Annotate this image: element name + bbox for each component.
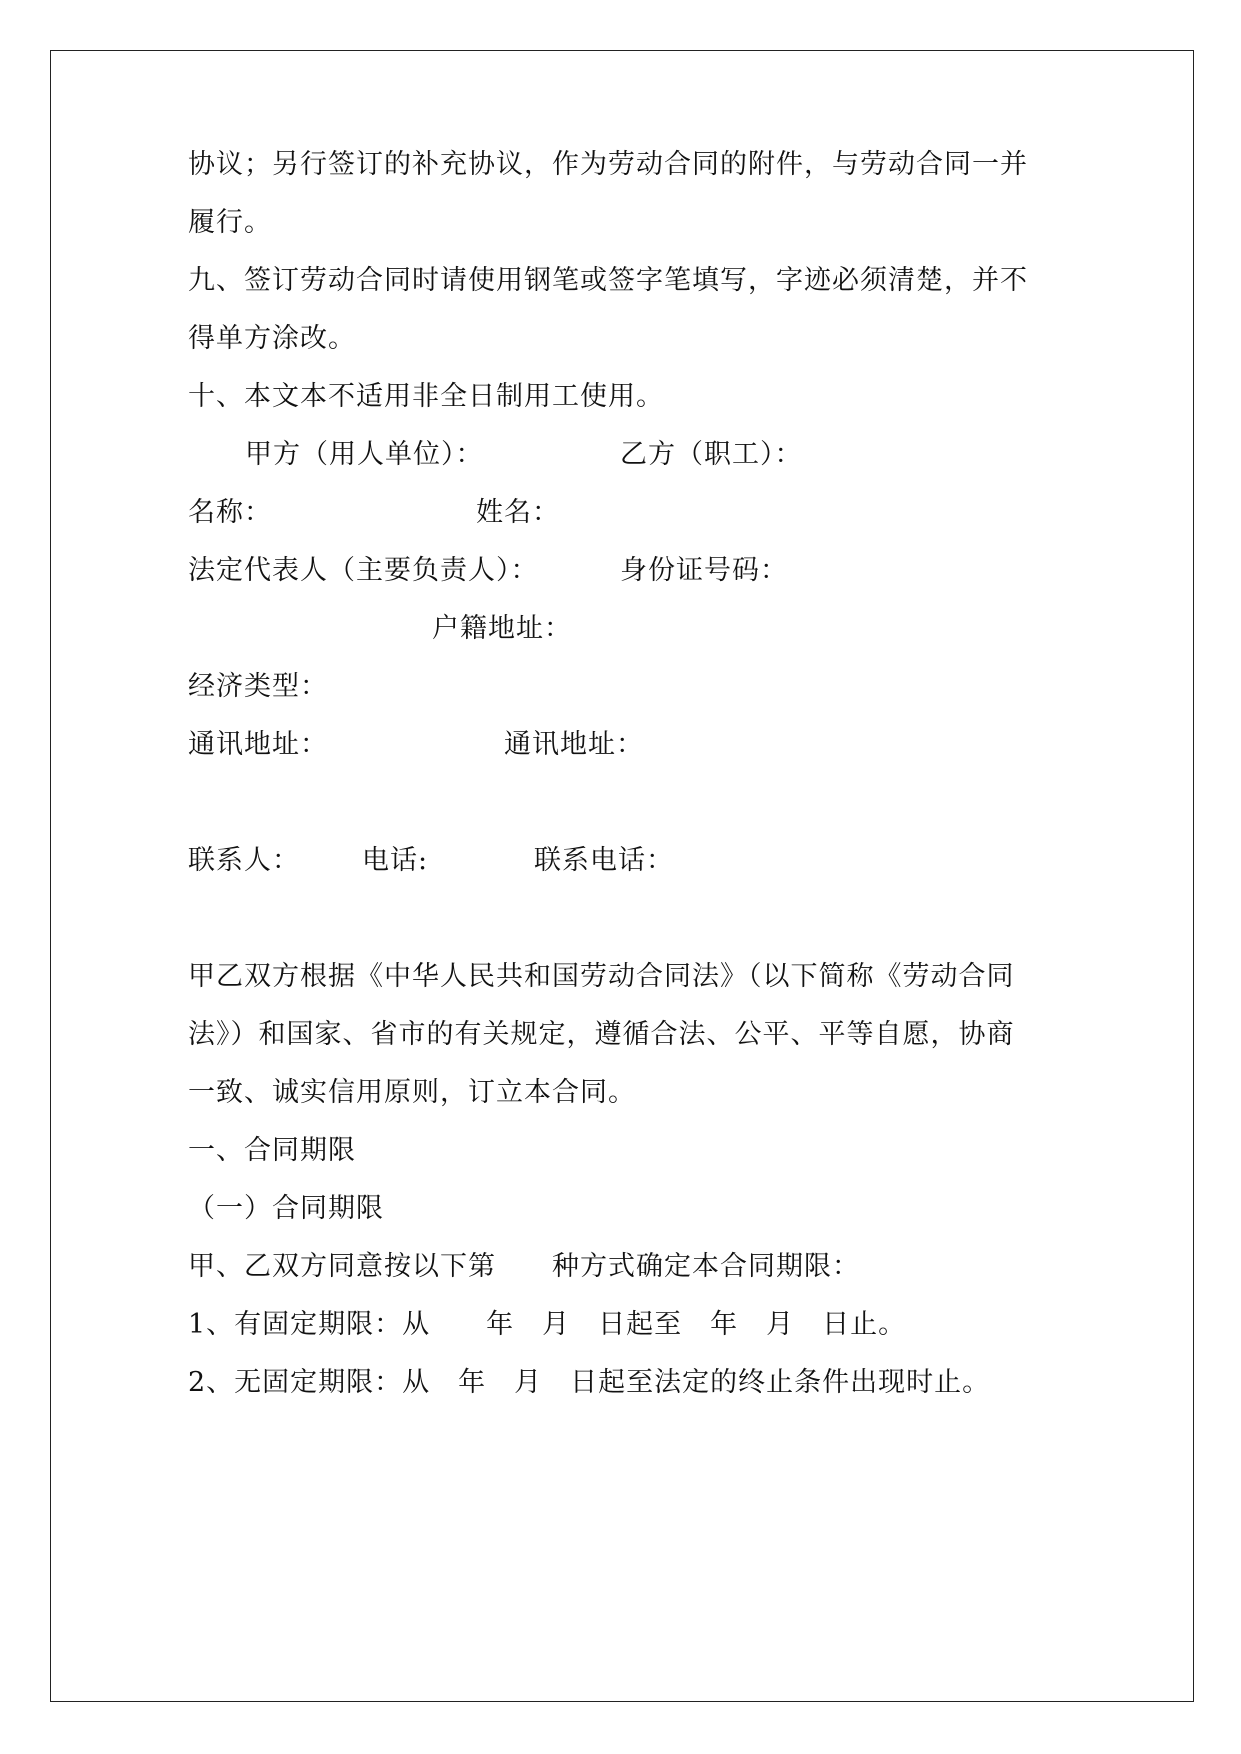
party-b-address-label: 通讯地址：	[504, 729, 644, 760]
contact-person-label: 联系人：	[188, 845, 300, 876]
term-intro: 甲、乙双方同意按以下第 种方式确定本合同期限：	[188, 1251, 860, 1282]
party-a-address-label: 通讯地址：	[188, 729, 328, 760]
paragraph-line: 九、签订劳动合同时请使用钢笔或签字笔填写，字迹必须清楚，并不	[188, 265, 1028, 296]
paragraph-line: 协议；另行签订的补充协议，作为劳动合同的附件，与劳动合同一并	[188, 149, 1028, 180]
id-number-label: 身份证号码：	[620, 555, 788, 586]
phone-label: 电话:	[362, 845, 429, 876]
intro-line: 甲乙双方根据《中华人民共和国劳动合同法》（以下简称《劳动合同	[188, 961, 1015, 992]
paragraph-line: 十、本文本不适用非全日制用工使用。	[188, 381, 664, 412]
section-title: 一、合同期限	[188, 1135, 356, 1166]
intro-line: 一致、诚实信用原则，订立本合同。	[188, 1077, 636, 1108]
household-address-label: 户籍地址：	[432, 613, 572, 644]
company-name-label: 名称：	[188, 497, 272, 528]
party-b-heading: 乙方（职工）：	[620, 439, 803, 470]
paragraph-line: 履行。	[188, 207, 272, 238]
legal-representative-label: 法定代表人（主要负责人）：	[188, 555, 539, 586]
contact-phone-label: 联系电话：	[534, 845, 674, 876]
economic-type-label: 经济类型：	[188, 671, 328, 702]
party-a-heading: 甲方（用人单位）：	[245, 439, 484, 470]
term-option-fixed: 1、有固定期限：从 年 月 日起至 年 月 日止。	[188, 1309, 907, 1340]
intro-line: 法》）和国家、省市的有关规定，遵循合法、公平、平等自愿，协商	[188, 1019, 1015, 1050]
term-option-open-ended: 2、无固定期限：从 年 月 日起至法定的终止条件出现时止。	[188, 1367, 991, 1398]
paragraph-line: 得单方涂改。	[188, 323, 356, 354]
subsection-title: （一）合同期限	[188, 1193, 384, 1224]
person-name-label: 姓名：	[476, 497, 560, 528]
